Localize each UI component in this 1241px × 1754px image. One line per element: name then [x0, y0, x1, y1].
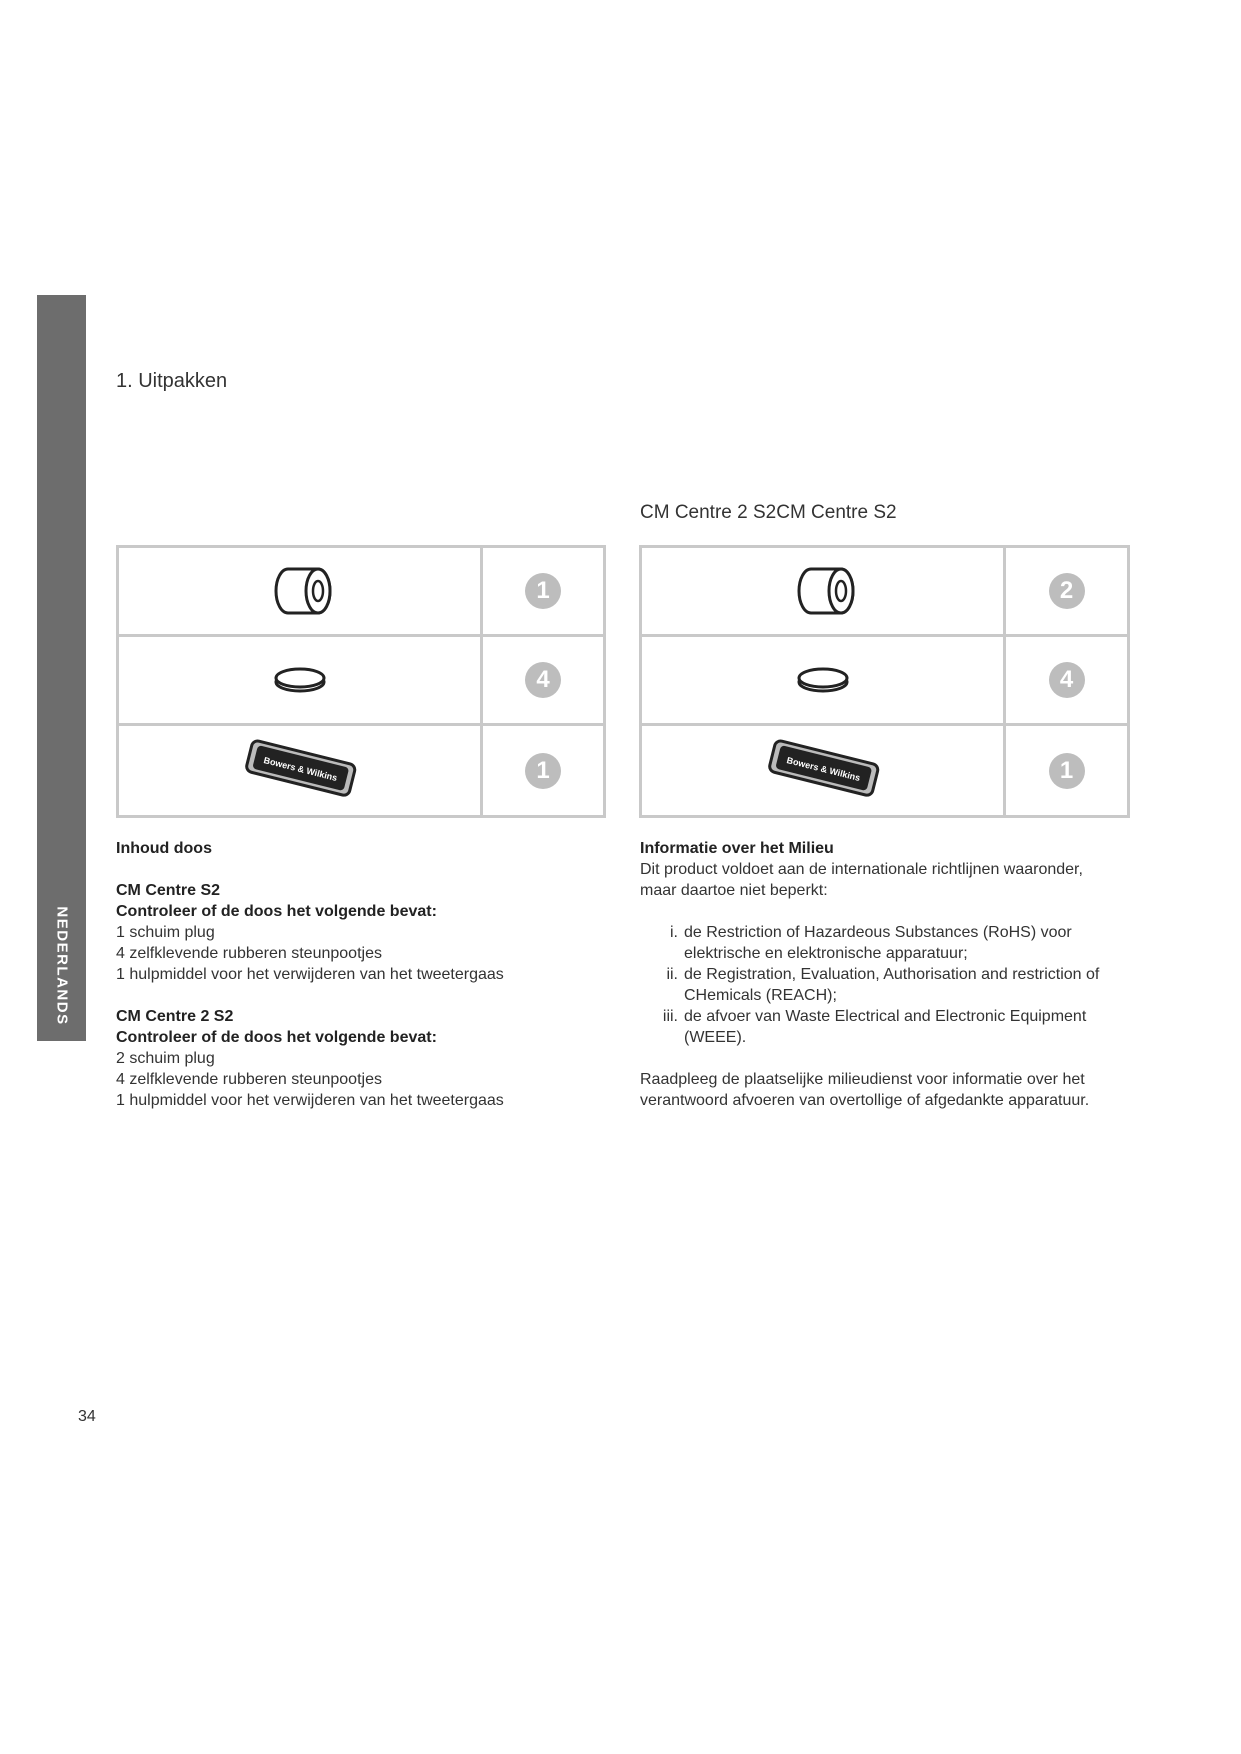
table-cell-qty	[1006, 637, 1127, 726]
table-cell-qty	[483, 548, 603, 637]
list-number: iii.	[662, 1008, 678, 1025]
foam-plug-icon	[260, 561, 340, 621]
directive-list-item	[640, 1006, 1120, 1048]
page-number: 34	[78, 1408, 96, 1425]
list-item: 1 hulpmiddel voor het verwijderen van het tweetergaas	[116, 966, 504, 983]
table-cell-qty	[1006, 548, 1127, 637]
list-item: 4 zelfklevende rubberen steunpootjes	[116, 1071, 382, 1088]
model-name: CM Centre 2 S2	[116, 1008, 234, 1025]
list-text: de afvoer van Waste Electrical and Electronic Equipment (WEEE).	[684, 1008, 1087, 1046]
section-title: 1. Uitpakken	[116, 370, 228, 392]
tool-brand-text: Bowers & Wilkins	[262, 754, 338, 783]
environment-intro: Dit product voldoet aan de internationale richtlijnen waaronder, maar daartoe niet beperkt:	[640, 861, 1083, 899]
check-instruction: Controleer of de doos het volgende bevat:	[116, 1029, 437, 1046]
list-item: 2 schuim plug	[116, 1050, 215, 1067]
tool-brand-text: Bowers & Wilkins	[785, 754, 861, 783]
quantity-badge: 2	[1049, 573, 1085, 609]
contents-table-left	[116, 545, 606, 818]
environment-heading: Informatie over het Milieu	[640, 840, 834, 857]
list-item: 4 zelfklevende rubberen steunpootjes	[116, 945, 382, 962]
model-heading: CM Centre 2 S2CM Centre S2	[640, 502, 897, 523]
table-cell-item	[642, 726, 1006, 815]
quantity-badge: 1	[525, 753, 561, 789]
box-contents-section	[116, 838, 586, 1111]
table-cell-qty	[1006, 726, 1127, 815]
quantity-badge: 4	[525, 662, 561, 698]
list-item: 1 schuim plug	[116, 924, 215, 941]
table-cell-item	[642, 548, 1006, 637]
language-sidebar-label: NEDERLANDS	[53, 906, 71, 1026]
check-instruction: Controleer of de doos het volgende bevat:	[116, 903, 437, 920]
quantity-badge: 1	[525, 573, 561, 609]
table-cell-item	[119, 726, 483, 815]
contents-table-right	[639, 545, 1130, 818]
table-cell-item	[642, 637, 1006, 726]
list-number: i.	[670, 924, 678, 941]
foam-plug-icon	[783, 561, 863, 621]
directive-list-item	[640, 964, 1120, 1006]
model-name: CM Centre S2	[116, 882, 221, 899]
quantity-badge: 4	[1049, 662, 1085, 698]
rubber-foot-icon	[265, 660, 335, 700]
table-cell-item	[119, 637, 483, 726]
table-cell-item	[119, 548, 483, 637]
grille-tool-icon	[758, 736, 888, 806]
table-cell-qty	[483, 726, 603, 815]
directive-list-item	[640, 922, 1120, 964]
quantity-badge: 1	[1049, 753, 1085, 789]
environment-footer: Raadpleeg de plaatselijke milieudienst voor informatie over het verantwoord afvoeren van overtollige of afgedankte apparatuur.	[640, 1071, 1090, 1109]
environment-section	[640, 838, 1120, 1111]
rubber-foot-icon	[788, 660, 858, 700]
list-item: 1 hulpmiddel voor het verwijderen van het tweetergaas	[116, 1092, 504, 1109]
list-text: de Restriction of Hazardeous Substances (RoHS) voor elektrische en elektronische apparatuur;	[684, 924, 1072, 962]
box-contents-heading: Inhoud doos	[116, 840, 212, 857]
list-text: de Registration, Evaluation, Authorisation and restriction of CHemicals (REACH);	[684, 966, 1100, 1004]
list-number: ii.	[666, 966, 678, 983]
grille-tool-icon	[235, 736, 365, 806]
table-cell-qty	[483, 637, 603, 726]
